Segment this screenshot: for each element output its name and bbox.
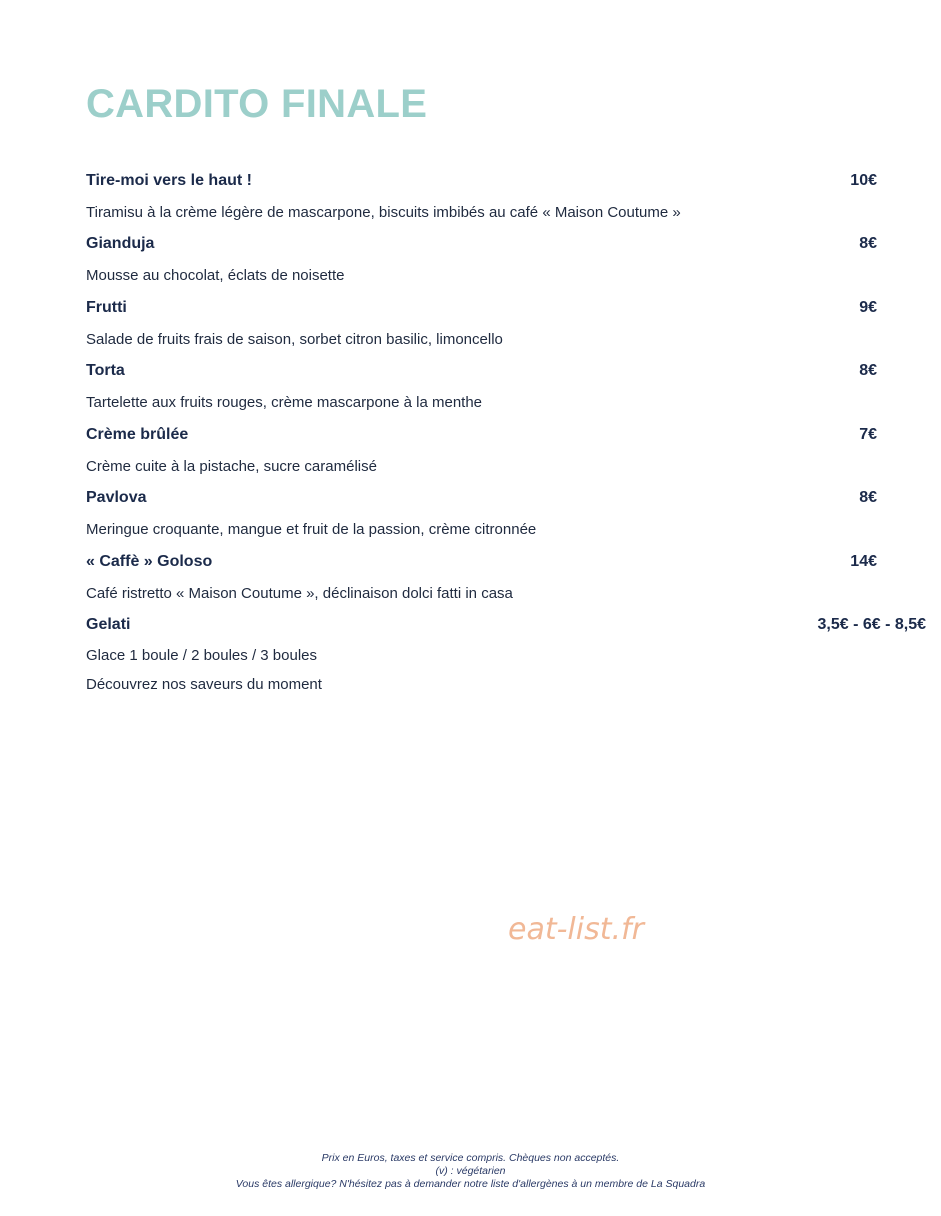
watermark: eat-list.fr [508, 912, 644, 947]
footer-line: (v) : végétarien [435, 1165, 506, 1177]
footer-notes [0, 1152, 941, 1191]
item-description: Tartelette aux fruits rouges, crème mascarpone à la menthe [86, 394, 483, 411]
item-description: Café ristretto « Maison Coutume », déclinaison dolci fatti in casa [86, 585, 513, 602]
item-price: 9€ [859, 299, 877, 316]
item-price: 8€ [859, 362, 877, 379]
item-name: Gianduja [86, 235, 155, 252]
item-name: « Caffè » Goloso [86, 553, 213, 570]
item-price: 10€ [850, 172, 877, 189]
item-description-secondary: Découvrez nos saveurs du moment [86, 676, 322, 693]
item-description: Crème cuite à la pistache, sucre caramélisé [86, 458, 377, 475]
footer-line: Vous êtes allergique? N'hésitez pas à demander notre liste d'allergènes à un membre de La Squadra [235, 1178, 706, 1190]
item-name: Torta [86, 362, 125, 379]
item-description: Mousse au chocolat, éclats de noisette [86, 267, 345, 284]
item-name: Tire-moi vers le haut ! [86, 172, 252, 189]
menu-title: CARDITO FINALE [86, 82, 428, 126]
item-price: 14€ [850, 553, 877, 570]
item-description: Salade de fruits frais de saison, sorbet citron basilic, limoncello [86, 331, 503, 348]
item-price: 7€ [859, 426, 877, 443]
item-name: Frutti [86, 299, 127, 316]
item-description: Glace 1 boule / 2 boules / 3 boules [86, 647, 317, 664]
item-price: 8€ [859, 489, 877, 506]
footer-line: Prix en Euros, taxes et service compris. Chèques non acceptés. [321, 1152, 620, 1164]
item-name: Pavlova [86, 489, 147, 506]
item-price: 8€ [859, 235, 877, 252]
item-name: Crème brûlée [86, 426, 189, 443]
item-price: 3,5€ - 6€ - 8,5€ [817, 616, 926, 633]
item-name: Gelati [86, 616, 131, 633]
item-description: Tiramisu à la crème légère de mascarpone, biscuits imbibés au café « Maison Coutume » [86, 204, 681, 221]
item-description: Meringue croquante, mangue et fruit de la passion, crème citronnée [86, 521, 537, 538]
